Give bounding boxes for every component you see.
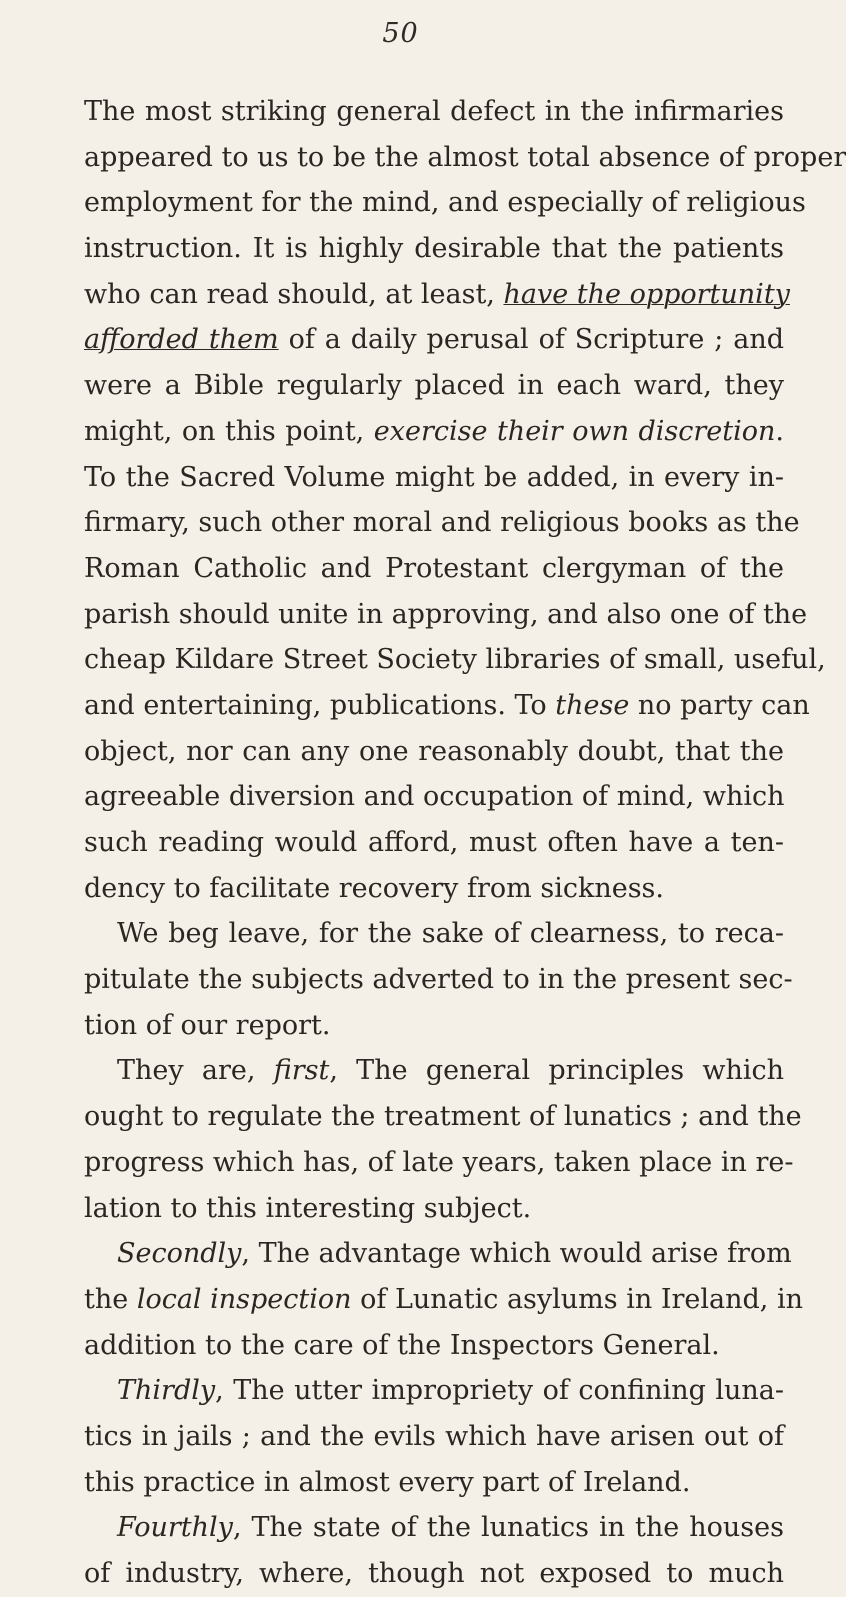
text-line: object, nor can any one reasonably doubt, that the bbox=[84, 735, 784, 767]
text-line: who can read should, at least, have the opportunity bbox=[84, 278, 790, 310]
italic-emphasis: have the opportunity bbox=[503, 278, 790, 310]
body-text bbox=[84, 89, 846, 1597]
page-number: 50 bbox=[382, 18, 419, 49]
text-line: lation to this interesting subject. bbox=[84, 1192, 532, 1224]
italic-emphasis: afforded them bbox=[84, 324, 279, 356]
text-line: tics in jails ; and the evils which have arisen out of bbox=[84, 1420, 784, 1452]
text-line: Thirdly, The utter impropriety of confining luna- bbox=[117, 1375, 784, 1407]
text-line: Secondly, The advantage which would arise from bbox=[117, 1238, 792, 1270]
italic-emphasis: Fourthly bbox=[117, 1512, 233, 1544]
text-line: To the Sacred Volume might be added, in every in- bbox=[84, 461, 784, 493]
italic-emphasis: first bbox=[273, 1055, 330, 1087]
text-line: The most striking general defect in the infirmaries bbox=[84, 96, 784, 127]
text-line: We beg leave, for the sake of clearness, to reca- bbox=[117, 918, 784, 950]
text-line: cheap Kildare Street Society libraries of small, useful, bbox=[84, 644, 826, 676]
text-line: of industry, where, though not exposed to much bbox=[84, 1558, 784, 1589]
italic-emphasis: Secondly bbox=[117, 1238, 242, 1270]
text-line: afforded them of a daily perusal of Scripture ; and bbox=[84, 324, 784, 356]
text-line: addition to the care of the Inspectors General. bbox=[84, 1329, 720, 1361]
text-line: such reading would afford, must often have a ten- bbox=[84, 827, 784, 858]
text-line: pitulate the subjects adverted to in the present sec- bbox=[84, 964, 793, 996]
text-line: agreeable diversion and occupation of mind, which bbox=[84, 781, 785, 813]
text-line: Roman Catholic and Protestant clergyman of the bbox=[84, 552, 784, 584]
italic-emphasis: exercise their own discretion bbox=[373, 415, 776, 447]
text-line: and entertaining, publications. To these no party can bbox=[84, 689, 810, 721]
text-line: progress which has, of late years, taken place in re- bbox=[84, 1146, 794, 1178]
text-line: firmary, such other moral and religious books as the bbox=[84, 507, 800, 539]
text-line: ought to regulate the treatment of lunatics ; and the bbox=[84, 1101, 802, 1133]
text-line: were a Bible regularly placed in each ward, they bbox=[84, 370, 784, 402]
text-line: dency to facilitate recovery from sickness. bbox=[84, 872, 664, 904]
italic-emphasis: Thirdly bbox=[117, 1375, 216, 1407]
text-line: parish should unite in approving, and also one of the bbox=[84, 598, 808, 630]
italic-emphasis: these bbox=[555, 689, 630, 721]
text-line: employment for the mind, and especially of religious bbox=[84, 187, 806, 219]
text-line: might, on this point, exercise their own discretion. bbox=[84, 415, 785, 447]
text-line: Fourthly, The state of the lunatics in the houses bbox=[117, 1512, 784, 1544]
italic-emphasis: local inspection bbox=[136, 1283, 352, 1315]
text-line: instruction. It is highly desirable that the patients bbox=[84, 233, 784, 265]
text-line: appeared to us to be the almost total absence of proper bbox=[84, 141, 846, 173]
text-line: this practice in almost every part of Ireland. bbox=[84, 1466, 691, 1498]
text-line: tion of our report. bbox=[84, 1009, 331, 1041]
text-line: They are, first, The general principles which bbox=[117, 1055, 784, 1087]
text-line: the local inspection of Lunatic asylums in Ireland, in bbox=[84, 1283, 803, 1315]
